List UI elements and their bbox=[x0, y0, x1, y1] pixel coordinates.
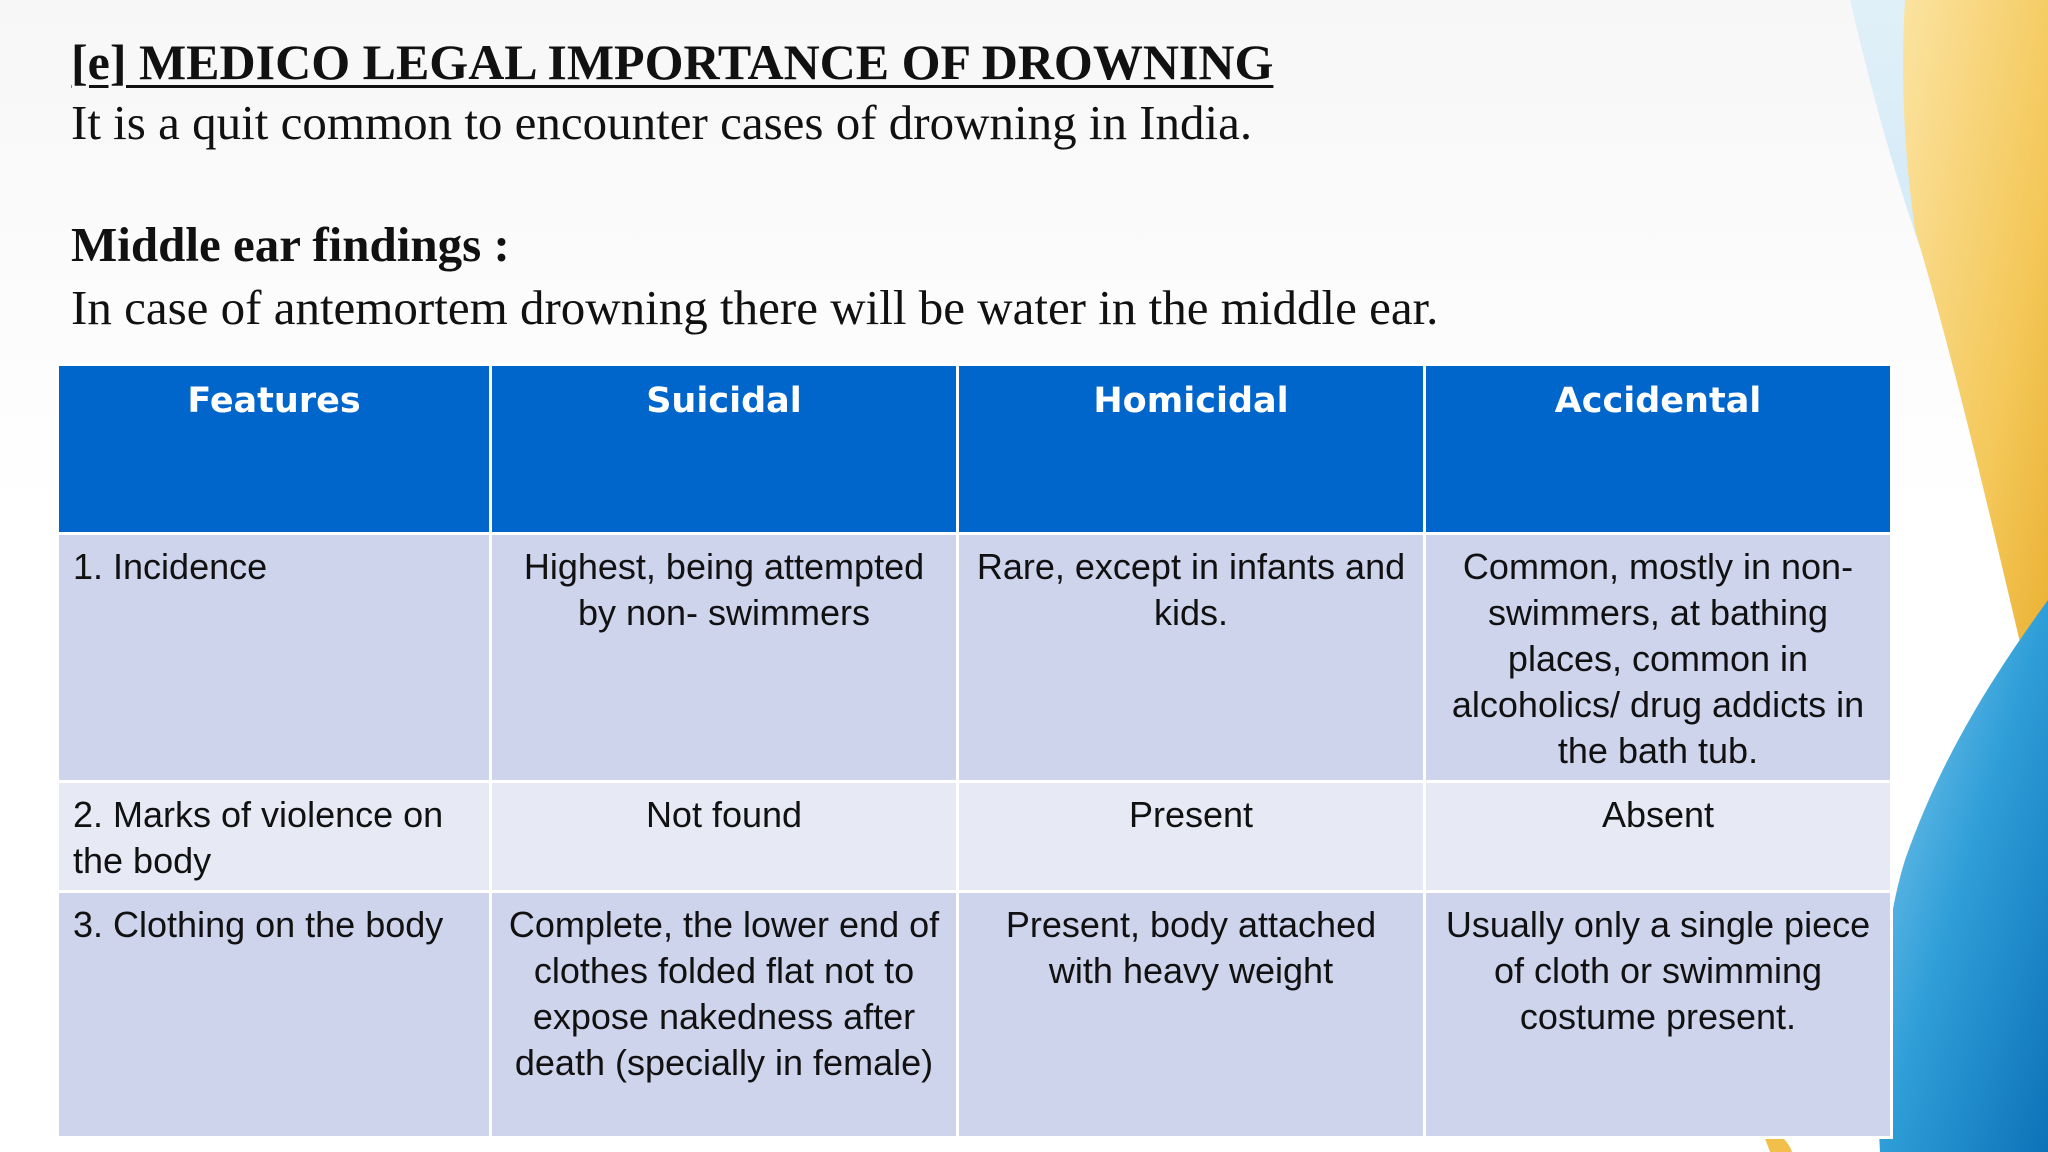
cell-accidental: Absent bbox=[1425, 782, 1892, 892]
table-row bbox=[58, 892, 1892, 1138]
cell-accidental: Usually only a single piece of cloth or swimming costume present. bbox=[1425, 892, 1892, 1138]
cell-feature: 3. Clothing on the body bbox=[58, 892, 491, 1138]
cell-feature: 2. Marks of violence on the body bbox=[58, 782, 491, 892]
cell-homicidal: Present bbox=[958, 782, 1425, 892]
slide-title: [e] MEDICO LEGAL IMPORTANCE OF DROWNING bbox=[71, 34, 1274, 90]
intro-text: It is a quit common to encounter cases of drowning in India. bbox=[71, 95, 1253, 150]
cell-suicidal: Not found bbox=[491, 782, 958, 892]
header-features: Features bbox=[58, 365, 491, 534]
cell-accidental: Common, mostly in non-swimmers, at bathing places, common in alcoholics/ drug addicts in the bath tub. bbox=[1425, 534, 1892, 782]
table-row bbox=[58, 782, 1892, 892]
cell-homicidal: Present, body attached with heavy weight bbox=[958, 892, 1425, 1138]
subheading-text: In case of antemortem drowning there will be water in the middle ear. bbox=[71, 280, 1439, 335]
cell-homicidal: Rare, except in infants and kids. bbox=[958, 534, 1425, 782]
header-homicidal: Homicidal bbox=[958, 365, 1425, 534]
drowning-comparison-table bbox=[56, 363, 1893, 1139]
header-accidental: Accidental bbox=[1425, 365, 1892, 534]
header-suicidal: Suicidal bbox=[491, 365, 958, 534]
cell-suicidal: Complete, the lower end of clothes folded flat not to expose nakedness after death (specially in female) bbox=[491, 892, 958, 1138]
table-header-row bbox=[58, 365, 1892, 534]
table-row bbox=[58, 534, 1892, 782]
subheading: Middle ear findings : bbox=[71, 217, 510, 272]
cell-suicidal: Highest, being attempted by non- swimmers bbox=[491, 534, 958, 782]
cell-feature: 1. Incidence bbox=[58, 534, 491, 782]
